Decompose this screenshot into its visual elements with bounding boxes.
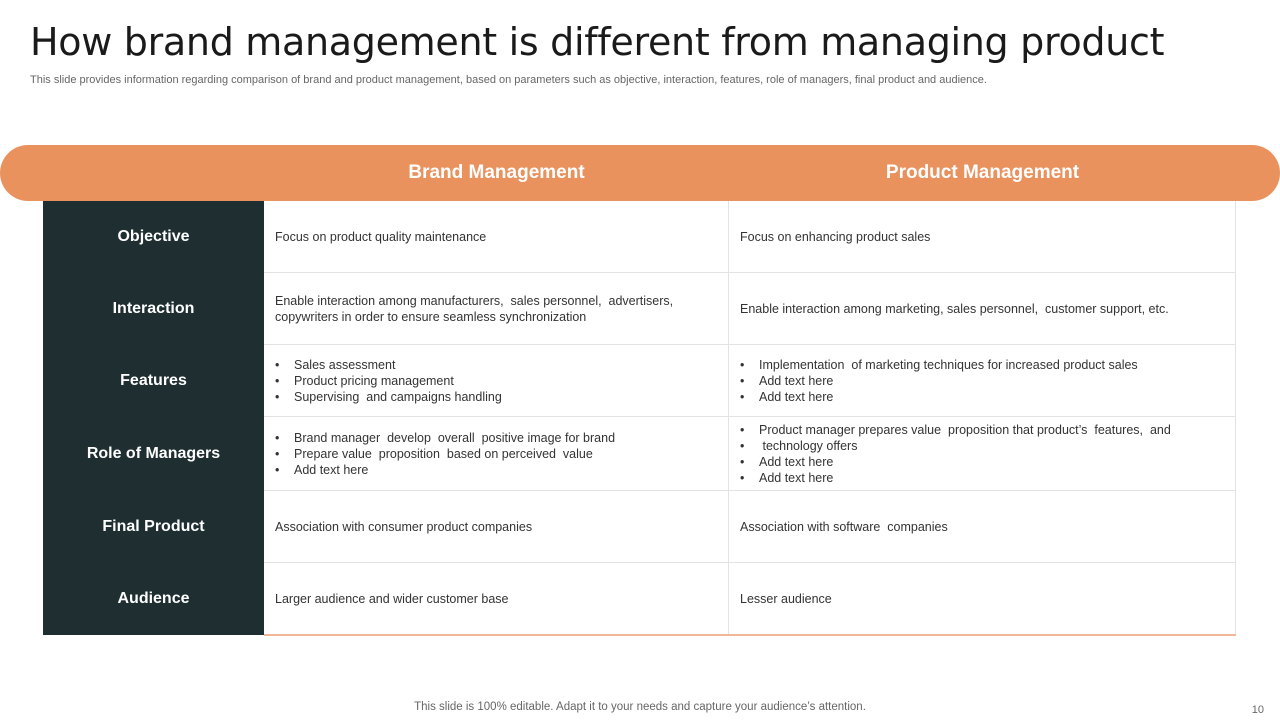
table-row — [43, 345, 1236, 417]
bullet-item — [740, 389, 1138, 405]
bullet-text: Product pricing management — [294, 373, 454, 388]
cell-text — [275, 229, 486, 245]
brand-cell — [264, 417, 729, 491]
table-row — [43, 273, 1236, 345]
row-label: Final Product — [43, 491, 264, 563]
cell-text-line: Larger audience and wider customer base — [275, 591, 509, 606]
product-cell — [729, 491, 1236, 563]
bullet-text: Prepare value proposition based on perceived value — [294, 446, 593, 461]
footer-note: This slide is 100% editable. Adapt it to your needs and capture your audience’s attention. — [414, 701, 866, 713]
bullet-text: Supervising and campaigns handling — [294, 389, 502, 404]
product-cell — [729, 417, 1236, 491]
bullet-text: Add text here — [294, 462, 369, 477]
bullet-glyph: • — [740, 389, 745, 404]
bullet-list — [275, 430, 615, 478]
bullet-glyph: • — [275, 389, 280, 404]
cell-text — [740, 519, 948, 535]
bullet-glyph: • — [740, 357, 745, 372]
product-cell — [729, 201, 1236, 273]
bullet-text: Product manager prepares value proposition that product’s features, and — [759, 422, 1171, 437]
bullet-text: Implementation of marketing techniques for increased product sales — [759, 357, 1138, 372]
row-label: Role of Managers — [43, 417, 264, 491]
cell-text — [740, 301, 1169, 317]
slide-title: How brand management is different from managing product — [30, 20, 1165, 64]
bullet-item — [740, 438, 1171, 454]
bullet-item — [275, 373, 502, 389]
brand-cell — [264, 273, 729, 345]
product-cell — [729, 273, 1236, 345]
cell-text-line: copywriters in order to ensure seamless synchronization — [275, 309, 587, 324]
bullet-item — [740, 373, 1138, 389]
cell-text-line: Focus on product quality maintenance — [275, 229, 487, 244]
bullet-text: Sales assessment — [294, 357, 396, 372]
page-number: 10 — [1251, 704, 1264, 716]
row-label: Features — [43, 345, 264, 417]
cell-text-line: Enable interaction among marketing, sales personnel, customer support, etc. — [740, 301, 1169, 316]
bullet-glyph: • — [275, 357, 280, 372]
cell-text-line: Enable interaction among manufacturers, sales personnel, advertisers, — [275, 293, 674, 308]
bullet-item — [740, 357, 1138, 373]
brand-cell — [264, 491, 729, 563]
brand-cell — [264, 563, 729, 635]
bullet-text: Add text here — [759, 454, 834, 469]
bullet-item — [740, 470, 1171, 486]
bullet-list — [740, 422, 1171, 486]
bullet-item — [275, 430, 615, 446]
column-header-brand-management: Brand Management — [408, 162, 585, 183]
column-header-product-management: Product Management — [885, 162, 1080, 183]
bullet-list — [740, 357, 1138, 405]
bullet-item — [740, 454, 1171, 470]
bullet-glyph: • — [275, 430, 280, 445]
table-row — [43, 417, 1236, 491]
bullet-glyph: • — [740, 470, 745, 485]
slide-subtitle: This slide provides information regarding comparison of brand and product management, based on parameters such as objective, interaction, features, role of managers, final product and audience. — [30, 74, 987, 86]
cell-text — [275, 591, 508, 607]
table-row — [43, 201, 1236, 273]
bullet-glyph: • — [740, 373, 745, 388]
bullet-item — [275, 446, 615, 462]
row-label: Interaction — [43, 273, 264, 345]
cell-text-line: Association with software companies — [740, 519, 948, 534]
cell-text-line: Association with consumer product companies — [275, 519, 533, 534]
bullet-text: Add text here — [759, 389, 834, 404]
comparison-table — [43, 201, 1236, 635]
bullet-glyph: • — [275, 373, 280, 388]
cell-text — [740, 229, 930, 245]
product-cell — [729, 563, 1236, 635]
bullet-glyph: • — [275, 446, 280, 461]
bullet-text: Add text here — [759, 373, 834, 388]
product-cell — [729, 345, 1236, 417]
cell-text — [275, 519, 532, 535]
table-row — [43, 491, 1236, 563]
bullet-item — [275, 462, 615, 478]
bullet-item — [275, 357, 502, 373]
row-label: Audience — [43, 563, 264, 635]
cell-text-line: Focus on enhancing product sales — [740, 229, 931, 244]
bullet-glyph: • — [740, 454, 745, 469]
bullet-glyph: • — [740, 422, 745, 437]
bullet-text: Brand manager develop overall positive image for brand — [294, 430, 616, 445]
cell-text — [740, 591, 832, 607]
table-bottom-rule — [264, 634, 1236, 636]
brand-cell — [264, 201, 729, 273]
bullet-glyph: • — [740, 438, 745, 453]
bullet-item — [275, 389, 502, 405]
table-header-band — [0, 145, 1280, 201]
table-row — [43, 563, 1236, 635]
cell-text — [275, 293, 673, 325]
brand-cell — [264, 345, 729, 417]
cell-text-line: Lesser audience — [740, 591, 832, 606]
bullet-text: Add text here — [759, 470, 834, 485]
bullet-item — [740, 422, 1171, 438]
bullet-glyph: • — [275, 462, 280, 477]
bullet-text: technology offers — [759, 438, 858, 453]
row-label: Objective — [43, 201, 264, 273]
bullet-list — [275, 357, 502, 405]
